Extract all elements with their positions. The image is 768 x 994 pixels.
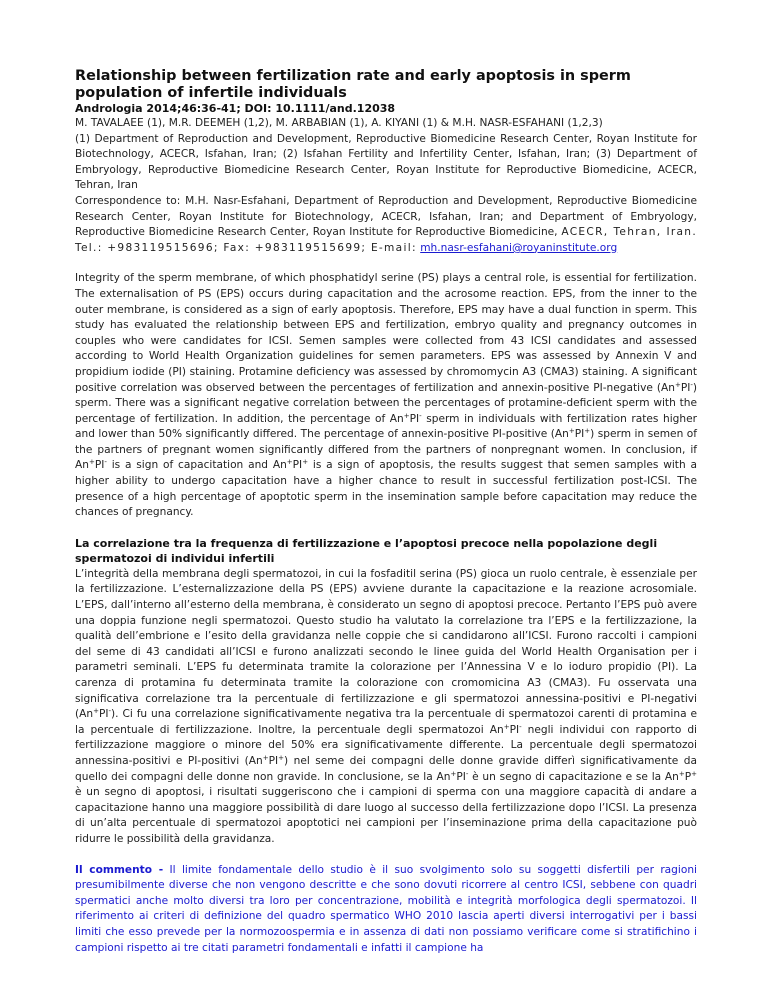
- abstract-it-text: negli individui con rapporto di fertilizzazione maggiore o minore del 50% era significativamente differente. La percentuale degli spermatozoi annessina-positivi e PI-positivi (An: [75, 723, 698, 767]
- pi-text: PI: [574, 428, 585, 441]
- pi-text: PI: [680, 381, 691, 394]
- abstract-en-text: is a sign of apoptosis, the results suggest that semen samples with a higher ability to undergo capacitation have a higher chance to result in successful fertilization post-ICSI. The presence of a high percentage of apoptotic sperm in the insemination sample before capacitation may reduce the chances of pregnancy.: [75, 459, 697, 519]
- pi-text: PI: [456, 770, 466, 783]
- abstract-en-text: is a sign of capacitation and An: [106, 459, 287, 472]
- superscript: +: [450, 769, 457, 778]
- italian-title: La correlazione tra la frequenza di fertilizzazione e l’apoptosi precoce nella popolazione degli spermatozoi di individui infertili: [75, 536, 658, 566]
- abstract-it-text: ). Ci fu una correlazione significativamente negativa tra la percentuale di spermatozoi carenti di protamina e la percentuale di fertilizzazione. Inoltre, la percentuale degli spermatozoi An: [75, 708, 697, 736]
- authors: M. TAVALAEE (1), M.R. DEEMEH (1,2), M. ARBABIAN (1), A. KIYANI (1) & M.H. NASR-ESFAHANI (1,2,3): [75, 117, 603, 129]
- email-link[interactable]: mh.nasr-esfahani@royaninstitute.org: [420, 241, 618, 254]
- pi-text: PI: [268, 754, 279, 767]
- correspondence: [75, 194, 697, 256]
- abstract-en-text: Integrity of the sperm membrane, of which phosphatidyl serine (PS) plays a central role, is essential for fertilization. The externalisation of PS (EPS) occurs during capacitation and the acrosome reaction. EPS, from the inner to the outer membrane, is considered as a sign of early apoptosis. Therefore, EPS may have a dual function in sperm. This study has evaluated the relationship between EPS and fertilization, embryo quality and pregnancy outcomes in couples who were candidates for ICSI. Semen samples were collected from 43 ICSI candidates and assessed according to World Health Organization guidelines for semen parameters. EPS was assessed by Annexin V and propidium iodide (PI) staining. Protamine deficiency was assessed by chromomycin A3 (CMA3) staining. A significant positive correlation was observed between the percentages of fertilization and annexin-positive PI-negative (An: [75, 272, 697, 394]
- document-page: [75, 68, 697, 956]
- correspondence-text: Correspondence to: M.H. Nasr-Esfahani, Department of Reproduction and Development, Reproductive Biomedicine Research Center, Royan Institute for Biotechnology, ACECR, Isfahan, Iran; and Department of Embryology, Reproductive Biomedicine Research Center, Royan Institute for Reproductive Biomedicine,: [75, 194, 697, 239]
- superscript: +: [403, 411, 410, 420]
- superscript: +: [262, 753, 269, 762]
- superscript: -: [465, 769, 469, 778]
- superscript: +: [691, 769, 697, 778]
- abstract-en-text: ) sperm. There was a significant negative correlation between the percentages of protamine-deficient sperm with the percentage of fertilization. In addition, the percentage of An: [75, 381, 697, 425]
- superscript: +: [678, 769, 685, 778]
- abstract-english: [75, 271, 697, 521]
- abstract-it-text: è un segno di capacitazione e se la An: [468, 770, 679, 783]
- superscript: -: [104, 458, 107, 467]
- superscript: +: [93, 707, 99, 716]
- comment-text: Il limite fondamentale dello studio è il suo svolgimento solo su soggetti disfertili per ragioni presumibilmente diverse che non vengono descritte e che sono dovuti ricorrere al centro ICSI, sebbene con quadri spermatici anche molto diversi tra loro per concentrazione, mobilità e integrità morfologica degli spermatozoi. Il riferimento ai criteri di definizione del quadro spermatico WHO 2010 lascia aperti diversi interrogativi per i bassi limiti che esso prevede per la normozoospermia e in assenza di dati non possiamo verificare come si stratifichino i campioni rispetto ai tre citati parametri fondamentali e infatti il campione ha: [75, 863, 697, 954]
- superscript: -: [419, 411, 422, 420]
- superscript: +: [88, 458, 95, 467]
- comment-paragraph: [75, 863, 697, 957]
- superscript: +: [568, 427, 575, 436]
- superscript: +: [278, 753, 285, 762]
- pi-text: PI: [94, 459, 105, 472]
- pi-text: PI: [292, 459, 303, 472]
- abstract-italian: [75, 567, 697, 848]
- pi-text: PI: [98, 708, 109, 721]
- citation: Andrologia 2014;46:36-41; DOI: 10.1111/and.12038: [75, 102, 396, 115]
- contact-line: ACECR, Tehran, Iran. Tel.: +983119515696; Fax: +983119515699; E-mail:: [75, 226, 697, 254]
- abstract-en-text: ) sperm in semen of the partners of pregnant women significantly differed from the partners of nonpregnant women. In conclusion, if An: [75, 428, 697, 472]
- abstract-it-text: ) nel seme dei compagni delle donne gravide differì significativamente da quello dei compagni delle donne non gravide. In conclusione, se la An: [75, 754, 697, 783]
- abstract-en-text: sperm in individuals with fertilization rates higher and lower than 50% significantly differed. The percentage of annexin-positive PI-positive (An: [75, 412, 697, 441]
- superscript: +: [503, 722, 510, 731]
- pi-text: PI: [509, 723, 520, 736]
- superscript: +: [584, 427, 591, 436]
- abstract-it-text: è un segno di apoptosi, i risultati suggeriscono che i campioni di sperma con una maggiore capacità di andare a capacitazione hanno una maggiore possibilità di dare luogo al successo della fertilizzazione dopo l’ICSI. La presenza di un’alta percentuale di spermatozoi apoptotici nei campioni per l’inseminazione prima della capacitazione può ridurre le possibilità della gravidanza.: [75, 786, 697, 845]
- pi-text: PI: [409, 412, 420, 425]
- superscript: +: [674, 380, 681, 389]
- p-text: P: [684, 770, 692, 783]
- abstract-it-text: L’integrità della membrana degli spermatozoi, in cui la fosfaditil serina (PS) gioca un ruolo centrale, è essenziale per la fertilizzazione. L’esternalizzazione della PS (EPS) avviene durante la capacitazione e la reazione acrosomiale. L’EPS, dall’interno all’esterno della membrana, è considerato un segno di apoptosi precoce. Pertanto l’EPS può avere una doppia funzione negli spermatozoi. Questo studio ha valutato la correlazione tra l’EPS e la fertilizzazione, la qualità dell’embrione e l’esito della gravidanza nelle coppie che si candidarono all’ICSI. Furono raccolti i campioni del seme di 43 candidati all’ICSI e furono analizzati secondo le linee guida del World Health Organisation per i parametri seminali. L’EPS fu determinata tramite la colorazione per l’Annessina V e lo ioduro propidio (PI). La carenza di protamina fu determinata tramite la colorazione con cromomicina A3 (CMA3). Fu osservata una significativa correlazione tra la percentuale di fertilizzazione e gli spermatozoi annessina-positivi e PI-negativi (An: [75, 567, 697, 721]
- superscript: +: [286, 458, 293, 467]
- superscript: -: [519, 722, 522, 731]
- superscript: -: [690, 380, 693, 389]
- comment-label: Il commento -: [75, 863, 164, 876]
- superscript: -: [108, 707, 112, 716]
- affiliations: (1) Department of Reproduction and Development, Reproductive Biomedicine Research Center, Royan Institute for Biotechnology, ACECR, Isfahan, Iran; (2) Isfahan Fertility and Infertility Center, Isfahan, Iran; (3) Department of Embryology, Reproductive Biomedicine Research Center, Royan Institute for Reproductive Biomedicine, ACECR, Tehran, Iran: [75, 132, 697, 192]
- article-title: Relationship between fertilization rate and early apoptosis in sperm population of infertile individuals: [75, 68, 631, 101]
- superscript: +: [302, 458, 309, 467]
